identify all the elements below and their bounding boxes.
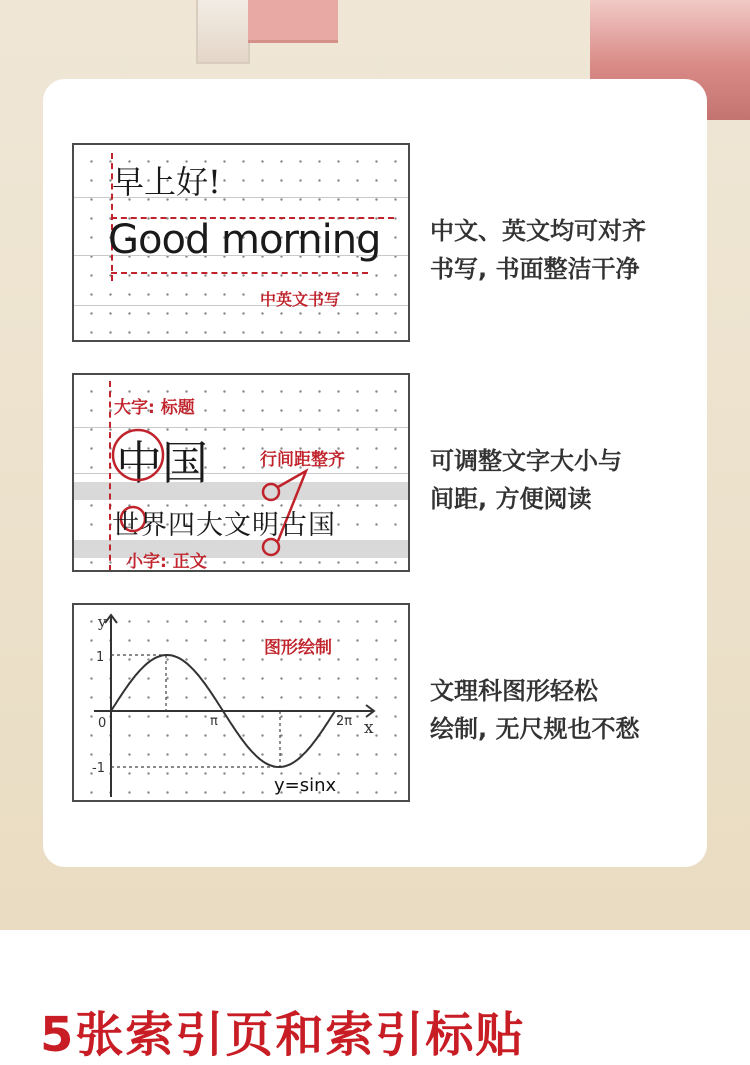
description-graph	[430, 672, 700, 748]
description-line: 文理科图形轻松	[430, 677, 598, 705]
panel-graph-drawing	[72, 603, 410, 802]
decor-red-object	[248, 0, 338, 43]
tick-label-pi: π	[210, 714, 218, 729]
y-axis-label: y	[98, 613, 107, 631]
x-axis-label: x	[364, 718, 374, 738]
description-bilingual	[430, 212, 700, 288]
description-line: 中文、英文均可对齐	[430, 217, 646, 245]
decor-clear-box	[196, 0, 250, 64]
tick-label-neg1: -1	[92, 761, 105, 776]
panel-text-size	[72, 373, 410, 572]
description-line: 绘制, 无尺规也不愁	[430, 715, 640, 743]
description-text-size	[430, 442, 700, 518]
big-characters: 中国	[116, 436, 208, 490]
ruled-line	[74, 305, 408, 306]
tick-label-1: 1	[96, 650, 105, 665]
formula-label: y=sinx	[274, 775, 337, 796]
tick-label-2pi: 2π	[336, 714, 353, 729]
handwriting-chinese: 早上好!	[112, 163, 221, 201]
sine-graph	[74, 605, 410, 802]
description-line: 书写, 书面整洁干净	[430, 255, 640, 283]
label-bilingual: 中英文书写	[260, 290, 341, 309]
annotation-marks	[74, 375, 410, 572]
handwriting-english: Good morning	[108, 217, 381, 263]
small-characters: 世界四大文明古国	[112, 510, 336, 541]
description-line: 可调整文字大小与	[430, 447, 622, 475]
section-title: 5张索引页和索引标贴	[40, 1007, 526, 1063]
big-char-circle	[113, 430, 163, 480]
origin-label: 0	[98, 716, 107, 731]
panel-bilingual-writing	[72, 143, 410, 342]
label-big-text: 大字: 标题	[114, 398, 195, 418]
spacing-dot-top	[263, 484, 279, 500]
description-line: 间距, 方便阅读	[430, 485, 592, 513]
label-small-text: 小字: 正文	[126, 552, 207, 572]
label-graph-drawing: 图形绘制	[264, 638, 332, 658]
guide-line-bottom	[111, 272, 368, 274]
label-line-spacing: 行间距整齐	[260, 450, 345, 470]
